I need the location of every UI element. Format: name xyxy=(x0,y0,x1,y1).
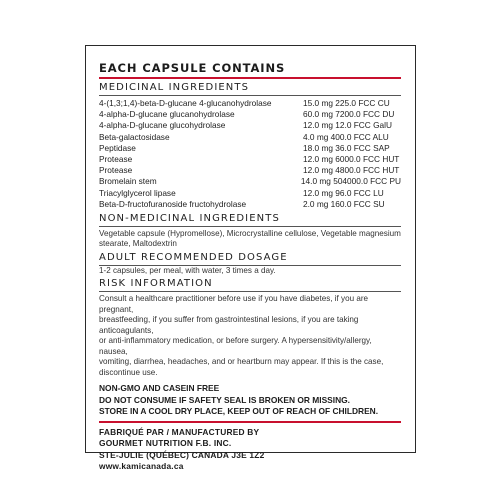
dosage-heading: ADULT RECOMMENDED DOSAGE xyxy=(99,251,288,263)
ingredient-amount: 18.0 mg 36.0 FCC SAP xyxy=(303,142,390,153)
risk-line: or anti-inflammatory medication, or before surgery. A hypersensitivity/allergy, nausea, xyxy=(99,336,372,356)
ingredient-row xyxy=(99,98,401,109)
ingredient-row xyxy=(99,154,401,165)
risk-line: breastfeeding, if you suffer from gastrointestinal lesions, if you are taking anticoagulants, xyxy=(99,315,359,335)
ingredient-row xyxy=(99,199,401,210)
ingredient-name: Triacylglycerol lipase xyxy=(99,187,176,198)
manufactured-by-label: FABRIQUÉ PAR / MANUFACTURED BY xyxy=(99,426,260,437)
ingredient-name: Protease xyxy=(99,153,133,164)
ingredient-amount: 2.0 mg 160.0 FCC SU xyxy=(303,198,385,209)
ingredient-name: Beta-galactosidase xyxy=(99,131,170,142)
non-medicinal-heading-divider xyxy=(99,226,401,227)
label-title: EACH CAPSULE CONTAINS xyxy=(99,61,286,75)
supplement-label-panel xyxy=(85,45,416,472)
ingredient-amount: 60.0 mg 7200.0 FCC DU xyxy=(303,109,395,120)
ingredient-name: 4-alpha-D-glucane glucohydrolase xyxy=(99,120,226,131)
ingredient-name: 4-alpha-D-glucane glucanohydrolase xyxy=(99,109,235,120)
manufacturer-address: STE-JULIE (QUÉBEC) CANADA J3E 1Z2 xyxy=(99,449,265,460)
non-medicinal-ingredients-heading: NON-MEDICINAL INGREDIENTS xyxy=(99,212,280,224)
ingredient-row xyxy=(99,188,401,199)
ingredient-amount: 14.0 mg 504000.0 FCC PU xyxy=(300,176,401,187)
ingredient-row xyxy=(99,109,401,120)
medicinal-heading-divider xyxy=(99,95,401,96)
storage-warning: STORE IN A COOL DRY PLACE, KEEP OUT OF REACH OF CHILDREN. xyxy=(99,406,379,417)
ingredient-amount: 15.0 mg 225.0 FCC CU xyxy=(303,98,390,108)
safety-seal-warning: DO NOT CONSUME IF SAFETY SEAL IS BROKEN OR MISSING. xyxy=(99,394,350,405)
manufacturer-name: GOURMET NUTRITION F.B. INC. xyxy=(99,438,232,449)
risk-line: discontinue use. xyxy=(99,367,158,377)
risk-line: Consult a healthcare practitioner before use if you have diabetes, if you are pregnant, xyxy=(99,294,369,314)
risk-heading-divider xyxy=(99,291,401,292)
dosage-text: 1-2 capsules, per meal, with water, 3 times a day. xyxy=(99,265,276,275)
ingredient-amount: 12.0 mg 12.0 FCC GalU xyxy=(303,120,392,131)
warnings-block xyxy=(99,383,401,418)
manufacturer-block xyxy=(99,427,401,473)
ingredient-amount: 12.0 mg 6000.0 FCC HUT xyxy=(303,153,400,164)
ingredient-row xyxy=(99,176,401,187)
non-medicinal-line: stearate, Maltodextrin xyxy=(99,239,177,249)
manufacturer-divider xyxy=(99,421,401,423)
medicinal-ingredients-heading: MEDICINAL INGREDIENTS xyxy=(99,82,250,93)
ingredient-name: Beta-D-fructofuranoside fructohydrolase xyxy=(99,198,247,209)
ingredient-name: Bromelain stem xyxy=(99,176,157,187)
non-medicinal-ingredients-text xyxy=(99,229,401,250)
ingredient-row xyxy=(99,143,401,154)
ingredient-row xyxy=(99,165,401,176)
ingredient-name: Protease xyxy=(99,165,133,176)
ingredient-row xyxy=(99,120,401,131)
ingredient-amount: 12.0 mg 4800.0 FCC HUT xyxy=(303,165,400,176)
risk-line: vomiting, diarrhea, headaches, and or heartburn may appear. If this is the case, xyxy=(99,357,384,367)
ingredient-amount: 4.0 mg 400.0 FCC ALU xyxy=(303,131,389,142)
medicinal-ingredients-table xyxy=(99,98,401,210)
ingredient-name: 4-(1,3;1,4)-beta-D-glucane 4-glucanohydrolase xyxy=(99,98,272,108)
title-divider xyxy=(99,77,401,79)
ingredient-row xyxy=(99,132,401,143)
ingredient-name: Peptidase xyxy=(99,142,136,153)
non-gmo-statement: NON-GMO AND CASEIN FREE xyxy=(99,383,220,394)
non-medicinal-line: Vegetable capsule (Hypromellose), Microcrystalline cellulose, Vegetable magnesium xyxy=(99,228,401,238)
risk-information-heading: RISK INFORMATION xyxy=(99,278,213,290)
label-content xyxy=(99,60,401,473)
risk-information-text xyxy=(99,294,401,378)
manufacturer-website: www.kamicanada.ca xyxy=(99,461,184,472)
ingredient-amount: 12.0 mg 96.0 FCC LU xyxy=(303,187,384,198)
